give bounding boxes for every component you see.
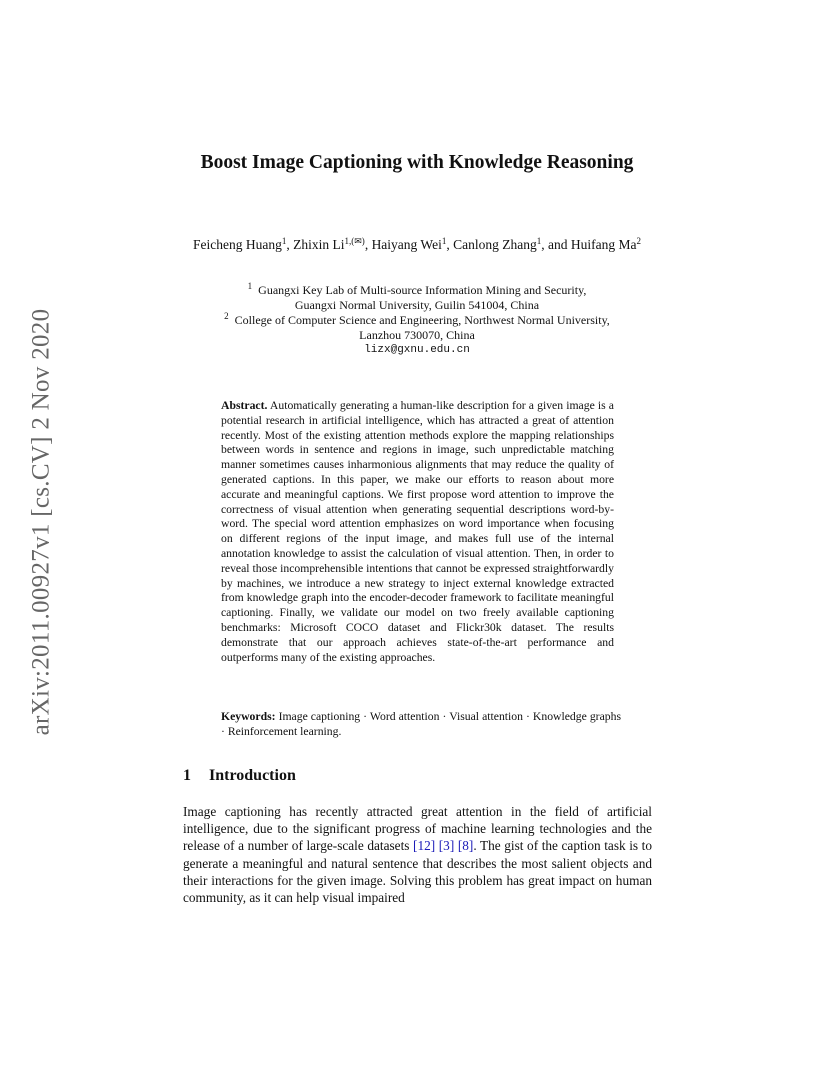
- keywords-label: Keywords:: [221, 710, 276, 723]
- author-affiliation-mark: 1,(✉): [344, 236, 365, 246]
- author-affiliation-mark: 2: [636, 236, 641, 246]
- citation-link[interactable]: [12]: [413, 838, 436, 854]
- author-affiliation-mark: 1: [441, 236, 447, 246]
- affiliation-line: Guangxi Key Lab of Multi-source Information Mining and Security,: [258, 283, 587, 297]
- intro-paragraph: [183, 803, 652, 906]
- author-name: Zhixin Li: [293, 237, 345, 252]
- abstract: [221, 399, 614, 665]
- keywords: [221, 710, 621, 740]
- abstract-text: Automatically generating a human-like description for a given image is a potential research in artificial intelligence, which has attracted a great of attention recently. Most of the existing attention methods explore the mapping relationships between words in sentence and regions in image, such unpredictable matching manner sometimes causes inharmonious alignments that may reduce the quality of generated captions. In this paper, we make our efforts to reason about more accurate and meaningful captions. We first propose word attention to improve the correctness of visual attention when generating sequential descriptions word-by-word. The special word attention emphasizes on word importance when focusing on different regions of the input image, and makes full use of the internal annotation knowledge to assist the calculation of visual attention. Then, in order to reveal those incomprehensible intentions that cannot be expressed straightforwardly by machines, we introduce a new strategy to inject external knowledge extracted from knowledge graph into the encoder-decoder framework to facilitate meaningful captioning. Finally, we validate our model on two freely available captioning benchmarks: Microsoft COCO dataset and Flickr30k dataset. The results demonstrate that our approach achieves state-of-the-art performance and outperforms many of the existing approaches.: [221, 399, 614, 664]
- affiliation-line: Guangxi Normal University, Guilin 541004, China: [294, 298, 540, 312]
- intro-text: Image captioning has recently attracted great attention in the field of artificial intelligence, due to the significant progress of machine learning technologies and the release of a number of large-scale datasets: [183, 804, 652, 854]
- intro-text: . The gist of the caption task is to generate a meaningful and natural sentence that describes the most salient objects and their interactions for the given image. Solving this problem has great impact on human community, as it can help visual impaired: [183, 838, 652, 906]
- affiliation-line: College of Computer Science and Engineering, Northwest Normal University,: [234, 313, 610, 327]
- affiliation-2: [183, 313, 651, 343]
- abstract-label: Abstract.: [221, 399, 268, 412]
- affiliation-mark: 1: [247, 281, 253, 291]
- author-conjunction: , and: [541, 237, 571, 252]
- affiliation-line: Lanzhou 730070, China: [359, 328, 475, 342]
- author-affiliation-mark: 1: [281, 236, 287, 246]
- contact-email[interactable]: lizx@gxnu.edu.cn: [364, 344, 470, 356]
- section-number: 1: [183, 767, 191, 784]
- affiliations: [183, 283, 651, 358]
- arxiv-identifier-text: arXiv:2011.00927v1 [cs.CV] 2 Nov 2020: [27, 308, 54, 736]
- author-list: Feicheng Huang$^1$, Zhixin $Li^{1,(✉)}$, Haiyang Wei$^1$, Canlong Zhang$^1$, and Huifang Ma$^2$: [193, 236, 641, 252]
- arxiv-identifier: [19, 288, 63, 756]
- citation-link[interactable]: [3]: [438, 838, 455, 854]
- affiliation-mark: 2: [224, 311, 229, 321]
- citation-link[interactable]: [8]: [457, 838, 474, 854]
- section-title: Introduction: [209, 767, 296, 784]
- paper-title: Boost Image Captioning with Knowledge Reasoning: [200, 152, 634, 173]
- author-name: Canlong Zhang: [453, 237, 537, 252]
- author-name: Huifang Ma: [570, 237, 637, 252]
- affiliation-1: [183, 283, 651, 313]
- author-affiliation-mark: 1: [536, 236, 542, 246]
- keywords-text: Image captioning · Word attention · Visual attention · Knowledge graphs · Reinforcement learning.: [221, 710, 621, 738]
- author-name: Haiyang Wei: [371, 237, 442, 252]
- author-name: Feicheng Huang: [193, 237, 282, 252]
- section-heading: [183, 767, 296, 785]
